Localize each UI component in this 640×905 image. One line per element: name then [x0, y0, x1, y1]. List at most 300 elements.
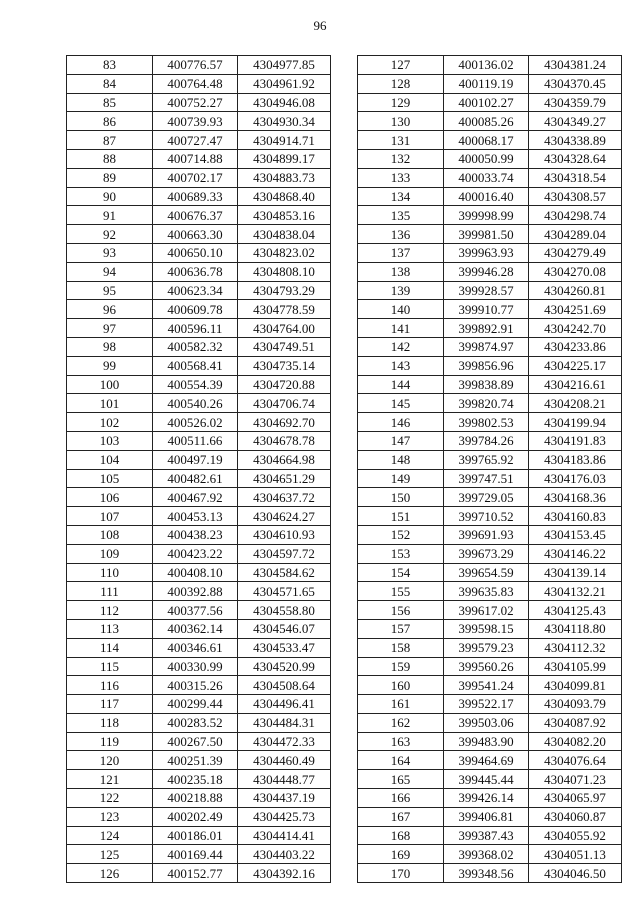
point-number-cell: 84: [67, 74, 153, 93]
x-coordinate-cell: 400186.01: [153, 826, 238, 845]
table-row: [358, 807, 622, 826]
point-number-cell: 144: [358, 375, 444, 394]
table-row: [358, 168, 622, 187]
y-coordinate-cell: 4304808.10: [238, 262, 331, 281]
coordinates-table-right: [357, 55, 622, 883]
x-coordinate-cell: 400554.39: [153, 375, 238, 394]
table-row: [358, 676, 622, 695]
table-row: [67, 525, 331, 544]
x-coordinate-cell: 400714.88: [153, 149, 238, 168]
table-row: [67, 544, 331, 563]
point-number-cell: 124: [67, 826, 153, 845]
x-coordinate-cell: 399426.14: [444, 789, 529, 808]
y-coordinate-cell: 4304496.41: [238, 695, 331, 714]
y-coordinate-cell: 4304046.50: [529, 864, 622, 883]
x-coordinate-cell: 399963.93: [444, 243, 529, 262]
y-coordinate-cell: 4304260.81: [529, 281, 622, 300]
point-number-cell: 90: [67, 187, 153, 206]
y-coordinate-cell: 4304735.14: [238, 356, 331, 375]
x-coordinate-cell: 400315.26: [153, 676, 238, 695]
x-coordinate-cell: 400423.22: [153, 544, 238, 563]
point-number-cell: 166: [358, 789, 444, 808]
y-coordinate-cell: 4304381.24: [529, 56, 622, 75]
point-number-cell: 128: [358, 74, 444, 93]
x-coordinate-cell: 400408.10: [153, 563, 238, 582]
table-row: [67, 450, 331, 469]
point-number-cell: 85: [67, 93, 153, 112]
coordinates-table-left: [66, 55, 331, 883]
table-row: [67, 619, 331, 638]
point-number-cell: 98: [67, 337, 153, 356]
x-coordinate-cell: 400346.61: [153, 638, 238, 657]
table-row: [67, 582, 331, 601]
table-row: [358, 638, 622, 657]
y-coordinate-cell: 4304425.73: [238, 807, 331, 826]
point-number-cell: 103: [67, 431, 153, 450]
y-coordinate-cell: 4304065.97: [529, 789, 622, 808]
x-coordinate-cell: 399802.53: [444, 413, 529, 432]
point-number-cell: 113: [67, 619, 153, 638]
x-coordinate-cell: 400033.74: [444, 168, 529, 187]
y-coordinate-cell: 4304076.64: [529, 751, 622, 770]
y-coordinate-cell: 4304637.72: [238, 488, 331, 507]
point-number-cell: 126: [67, 864, 153, 883]
point-number-cell: 163: [358, 732, 444, 751]
y-coordinate-cell: 4304508.64: [238, 676, 331, 695]
y-coordinate-cell: 4304289.04: [529, 225, 622, 244]
x-coordinate-cell: 400540.26: [153, 394, 238, 413]
y-coordinate-cell: 4304251.69: [529, 300, 622, 319]
point-number-cell: 93: [67, 243, 153, 262]
x-coordinate-cell: 399522.17: [444, 695, 529, 714]
point-number-cell: 122: [67, 789, 153, 808]
y-coordinate-cell: 4304584.62: [238, 563, 331, 582]
x-coordinate-cell: 400068.17: [444, 131, 529, 150]
point-number-cell: 161: [358, 695, 444, 714]
table-row: [67, 431, 331, 450]
x-coordinate-cell: 400453.13: [153, 507, 238, 526]
x-coordinate-cell: 400689.33: [153, 187, 238, 206]
y-coordinate-cell: 4304899.17: [238, 149, 331, 168]
x-coordinate-cell: 399579.23: [444, 638, 529, 657]
table-row: [358, 187, 622, 206]
x-coordinate-cell: 399998.99: [444, 206, 529, 225]
point-number-cell: 108: [67, 525, 153, 544]
x-coordinate-cell: 400050.99: [444, 149, 529, 168]
x-coordinate-cell: 400676.37: [153, 206, 238, 225]
y-coordinate-cell: 4304338.89: [529, 131, 622, 150]
x-coordinate-cell: 400568.41: [153, 356, 238, 375]
y-coordinate-cell: 4304146.22: [529, 544, 622, 563]
x-coordinate-cell: 400526.02: [153, 413, 238, 432]
table-row: [358, 732, 622, 751]
y-coordinate-cell: 4304105.99: [529, 657, 622, 676]
y-coordinate-cell: 4304242.70: [529, 319, 622, 338]
point-number-cell: 132: [358, 149, 444, 168]
point-number-cell: 168: [358, 826, 444, 845]
point-number-cell: 100: [67, 375, 153, 394]
x-coordinate-cell: 400235.18: [153, 770, 238, 789]
table-row: [358, 657, 622, 676]
table-row: [358, 413, 622, 432]
x-coordinate-cell: 400202.49: [153, 807, 238, 826]
x-coordinate-cell: 399617.02: [444, 601, 529, 620]
point-number-cell: 142: [358, 337, 444, 356]
table-row: [358, 789, 622, 808]
y-coordinate-cell: 4304370.45: [529, 74, 622, 93]
y-coordinate-cell: 4304823.02: [238, 243, 331, 262]
table-row: [67, 713, 331, 732]
x-coordinate-cell: 399946.28: [444, 262, 529, 281]
table-row: [67, 187, 331, 206]
point-number-cell: 146: [358, 413, 444, 432]
point-number-cell: 135: [358, 206, 444, 225]
point-number-cell: 137: [358, 243, 444, 262]
x-coordinate-cell: 400764.48: [153, 74, 238, 93]
point-number-cell: 104: [67, 450, 153, 469]
y-coordinate-cell: 4304961.92: [238, 74, 331, 93]
y-coordinate-cell: 4304571.65: [238, 582, 331, 601]
y-coordinate-cell: 4304624.27: [238, 507, 331, 526]
table-row: [67, 243, 331, 262]
point-number-cell: 86: [67, 112, 153, 131]
x-coordinate-cell: 400330.99: [153, 657, 238, 676]
x-coordinate-cell: 399874.97: [444, 337, 529, 356]
x-coordinate-cell: 399406.81: [444, 807, 529, 826]
y-coordinate-cell: 4304914.71: [238, 131, 331, 150]
table-row: [358, 131, 622, 150]
y-coordinate-cell: 4304298.74: [529, 206, 622, 225]
table-row: [358, 337, 622, 356]
point-number-cell: 134: [358, 187, 444, 206]
y-coordinate-cell: 4304112.32: [529, 638, 622, 657]
table-row: [67, 74, 331, 93]
table-row: [358, 619, 622, 638]
point-number-cell: 99: [67, 356, 153, 375]
x-coordinate-cell: 400102.27: [444, 93, 529, 112]
y-coordinate-cell: 4304533.47: [238, 638, 331, 657]
point-number-cell: 117: [67, 695, 153, 714]
y-coordinate-cell: 4304838.04: [238, 225, 331, 244]
point-number-cell: 118: [67, 713, 153, 732]
table-row: [67, 826, 331, 845]
table-row: [358, 544, 622, 563]
x-coordinate-cell: 400362.14: [153, 619, 238, 638]
y-coordinate-cell: 4304270.08: [529, 262, 622, 281]
point-number-cell: 83: [67, 56, 153, 75]
y-coordinate-cell: 4304448.77: [238, 770, 331, 789]
table-row: [358, 563, 622, 582]
y-coordinate-cell: 4304392.16: [238, 864, 331, 883]
y-coordinate-cell: 4304318.54: [529, 168, 622, 187]
point-number-cell: 147: [358, 431, 444, 450]
table-row: [67, 751, 331, 770]
table-row: [67, 375, 331, 394]
point-number-cell: 111: [67, 582, 153, 601]
point-number-cell: 143: [358, 356, 444, 375]
table-row: [67, 488, 331, 507]
y-coordinate-cell: 4304359.79: [529, 93, 622, 112]
x-coordinate-cell: 399981.50: [444, 225, 529, 244]
x-coordinate-cell: 399654.59: [444, 563, 529, 582]
x-coordinate-cell: 400467.92: [153, 488, 238, 507]
y-coordinate-cell: 4304099.81: [529, 676, 622, 695]
y-coordinate-cell: 4304233.86: [529, 337, 622, 356]
table-row: [67, 149, 331, 168]
y-coordinate-cell: 4304055.92: [529, 826, 622, 845]
x-coordinate-cell: 400267.50: [153, 732, 238, 751]
table-row: [67, 300, 331, 319]
y-coordinate-cell: 4304651.29: [238, 469, 331, 488]
y-coordinate-cell: 4304868.40: [238, 187, 331, 206]
x-coordinate-cell: 399910.77: [444, 300, 529, 319]
point-number-cell: 125: [67, 845, 153, 864]
point-number-cell: 112: [67, 601, 153, 620]
x-coordinate-cell: 400119.19: [444, 74, 529, 93]
point-number-cell: 97: [67, 319, 153, 338]
y-coordinate-cell: 4304060.87: [529, 807, 622, 826]
table-row: [67, 93, 331, 112]
y-coordinate-cell: 4304308.57: [529, 187, 622, 206]
point-number-cell: 138: [358, 262, 444, 281]
point-number-cell: 165: [358, 770, 444, 789]
x-coordinate-cell: 399541.24: [444, 676, 529, 695]
point-number-cell: 96: [67, 300, 153, 319]
point-number-cell: 148: [358, 450, 444, 469]
x-coordinate-cell: 400299.44: [153, 695, 238, 714]
x-coordinate-cell: 399483.90: [444, 732, 529, 751]
table-row: [358, 770, 622, 789]
point-number-cell: 155: [358, 582, 444, 601]
point-number-cell: 152: [358, 525, 444, 544]
point-number-cell: 101: [67, 394, 153, 413]
y-coordinate-cell: 4304764.00: [238, 319, 331, 338]
table-row: [358, 713, 622, 732]
table-row: [358, 56, 622, 75]
y-coordinate-cell: 4304930.34: [238, 112, 331, 131]
x-coordinate-cell: 400511.66: [153, 431, 238, 450]
point-number-cell: 123: [67, 807, 153, 826]
x-coordinate-cell: 400663.30: [153, 225, 238, 244]
point-number-cell: 114: [67, 638, 153, 657]
table-row: [358, 74, 622, 93]
y-coordinate-cell: 4304778.59: [238, 300, 331, 319]
point-number-cell: 110: [67, 563, 153, 582]
point-number-cell: 160: [358, 676, 444, 695]
x-coordinate-cell: 400609.78: [153, 300, 238, 319]
point-number-cell: 139: [358, 281, 444, 300]
y-coordinate-cell: 4304225.17: [529, 356, 622, 375]
x-coordinate-cell: 399838.89: [444, 375, 529, 394]
table-row: [67, 845, 331, 864]
table-row: [358, 356, 622, 375]
x-coordinate-cell: 400251.39: [153, 751, 238, 770]
table-row: [358, 488, 622, 507]
y-coordinate-cell: 4304610.93: [238, 525, 331, 544]
x-coordinate-cell: 399765.92: [444, 450, 529, 469]
y-coordinate-cell: 4304093.79: [529, 695, 622, 714]
point-number-cell: 102: [67, 413, 153, 432]
table-row: [67, 695, 331, 714]
y-coordinate-cell: 4304132.21: [529, 582, 622, 601]
y-coordinate-cell: 4304153.45: [529, 525, 622, 544]
point-number-cell: 140: [358, 300, 444, 319]
y-coordinate-cell: 4304349.27: [529, 112, 622, 131]
point-number-cell: 106: [67, 488, 153, 507]
y-coordinate-cell: 4304118.80: [529, 619, 622, 638]
y-coordinate-cell: 4304520.99: [238, 657, 331, 676]
point-number-cell: 133: [358, 168, 444, 187]
x-coordinate-cell: 400016.40: [444, 187, 529, 206]
x-coordinate-cell: 399560.26: [444, 657, 529, 676]
point-number-cell: 109: [67, 544, 153, 563]
y-coordinate-cell: 4304279.49: [529, 243, 622, 262]
table-row: [67, 676, 331, 695]
x-coordinate-cell: 399710.52: [444, 507, 529, 526]
table-row: [67, 770, 331, 789]
y-coordinate-cell: 4304946.08: [238, 93, 331, 112]
y-coordinate-cell: 4304168.36: [529, 488, 622, 507]
table-row: [358, 507, 622, 526]
point-number-cell: 116: [67, 676, 153, 695]
table-row: [358, 845, 622, 864]
x-coordinate-cell: 400136.02: [444, 56, 529, 75]
point-number-cell: 119: [67, 732, 153, 751]
table-row: [358, 375, 622, 394]
x-coordinate-cell: 400377.56: [153, 601, 238, 620]
point-number-cell: 164: [358, 751, 444, 770]
y-coordinate-cell: 4304087.92: [529, 713, 622, 732]
point-number-cell: 150: [358, 488, 444, 507]
x-coordinate-cell: 400739.93: [153, 112, 238, 131]
table-row: [67, 394, 331, 413]
point-number-cell: 158: [358, 638, 444, 657]
x-coordinate-cell: 399387.43: [444, 826, 529, 845]
y-coordinate-cell: 4304977.85: [238, 56, 331, 75]
y-coordinate-cell: 4304082.20: [529, 732, 622, 751]
y-coordinate-cell: 4304853.16: [238, 206, 331, 225]
point-number-cell: 115: [67, 657, 153, 676]
table-row: [358, 601, 622, 620]
point-number-cell: 141: [358, 319, 444, 338]
x-coordinate-cell: 399598.15: [444, 619, 529, 638]
page-number: 96: [313, 18, 327, 33]
point-number-cell: 153: [358, 544, 444, 563]
x-coordinate-cell: 400752.27: [153, 93, 238, 112]
x-coordinate-cell: 400582.32: [153, 337, 238, 356]
point-number-cell: 121: [67, 770, 153, 789]
table-row: [358, 864, 622, 883]
table-row: [67, 225, 331, 244]
y-coordinate-cell: 4304199.94: [529, 413, 622, 432]
point-number-cell: 154: [358, 563, 444, 582]
table-row: [358, 262, 622, 281]
x-coordinate-cell: 400623.34: [153, 281, 238, 300]
point-number-cell: 88: [67, 149, 153, 168]
point-number-cell: 170: [358, 864, 444, 883]
table-row: [358, 582, 622, 601]
y-coordinate-cell: 4304883.73: [238, 168, 331, 187]
y-coordinate-cell: 4304664.98: [238, 450, 331, 469]
x-coordinate-cell: 400085.26: [444, 112, 529, 131]
x-coordinate-cell: 399464.69: [444, 751, 529, 770]
table-row: [358, 469, 622, 488]
table-row: [358, 431, 622, 450]
x-coordinate-cell: 399820.74: [444, 394, 529, 413]
point-number-cell: 169: [358, 845, 444, 864]
table-row: [67, 281, 331, 300]
x-coordinate-cell: 400596.11: [153, 319, 238, 338]
y-coordinate-cell: 4304692.70: [238, 413, 331, 432]
point-number-cell: 131: [358, 131, 444, 150]
x-coordinate-cell: 399747.51: [444, 469, 529, 488]
table-row: [67, 864, 331, 883]
table-row: [358, 319, 622, 338]
point-number-cell: 136: [358, 225, 444, 244]
y-coordinate-cell: 4304160.83: [529, 507, 622, 526]
point-number-cell: 145: [358, 394, 444, 413]
table-row: [358, 93, 622, 112]
table-row: [67, 319, 331, 338]
x-coordinate-cell: 400169.44: [153, 845, 238, 864]
x-coordinate-cell: 399635.83: [444, 582, 529, 601]
x-coordinate-cell: 400152.77: [153, 864, 238, 883]
x-coordinate-cell: 399928.57: [444, 281, 529, 300]
x-coordinate-cell: 400776.57: [153, 56, 238, 75]
x-coordinate-cell: 399445.44: [444, 770, 529, 789]
y-coordinate-cell: 4304208.21: [529, 394, 622, 413]
x-coordinate-cell: 399348.56: [444, 864, 529, 883]
point-number-cell: 162: [358, 713, 444, 732]
x-coordinate-cell: 400482.61: [153, 469, 238, 488]
x-coordinate-cell: 400283.52: [153, 713, 238, 732]
table-row: [358, 243, 622, 262]
table-row: [67, 168, 331, 187]
table-row: [67, 131, 331, 150]
y-coordinate-cell: 4304460.49: [238, 751, 331, 770]
point-number-cell: 91: [67, 206, 153, 225]
x-coordinate-cell: 400727.47: [153, 131, 238, 150]
x-coordinate-cell: 399784.26: [444, 431, 529, 450]
point-number-cell: 151: [358, 507, 444, 526]
x-coordinate-cell: 399892.91: [444, 319, 529, 338]
x-coordinate-cell: 400650.10: [153, 243, 238, 262]
table-row: [67, 563, 331, 582]
table-row: [67, 638, 331, 657]
y-coordinate-cell: 4304071.23: [529, 770, 622, 789]
table-row: [358, 525, 622, 544]
x-coordinate-cell: 399856.96: [444, 356, 529, 375]
table-row: [358, 826, 622, 845]
point-number-cell: 89: [67, 168, 153, 187]
point-number-cell: 156: [358, 601, 444, 620]
table-row: [67, 657, 331, 676]
table-row: [67, 112, 331, 131]
y-coordinate-cell: 4304749.51: [238, 337, 331, 356]
y-coordinate-cell: 4304216.61: [529, 375, 622, 394]
point-number-cell: 95: [67, 281, 153, 300]
x-coordinate-cell: 400702.17: [153, 168, 238, 187]
point-number-cell: 107: [67, 507, 153, 526]
point-number-cell: 157: [358, 619, 444, 638]
table-row: [358, 300, 622, 319]
y-coordinate-cell: 4304139.14: [529, 563, 622, 582]
table-row: [358, 281, 622, 300]
x-coordinate-cell: 399673.29: [444, 544, 529, 563]
table-row: [358, 695, 622, 714]
point-number-cell: 120: [67, 751, 153, 770]
point-number-cell: 149: [358, 469, 444, 488]
